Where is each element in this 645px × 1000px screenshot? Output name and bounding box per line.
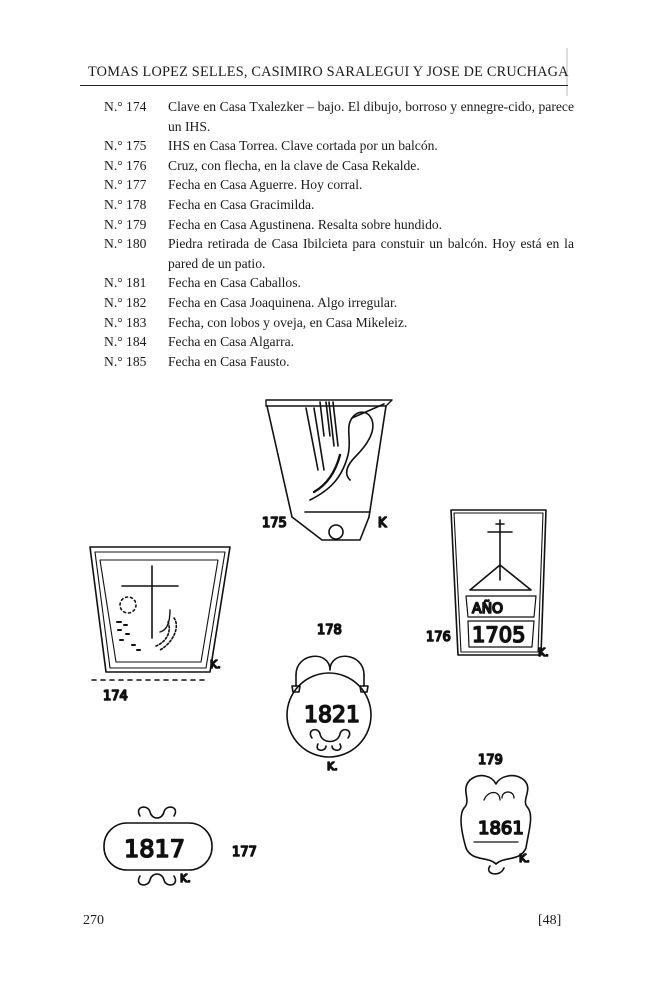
entry-number: N.° 175: [104, 138, 147, 154]
figure-178-year: 1821: [304, 703, 360, 728]
entry-text: Cruz, con flecha, en la clave de Casa Rekalde.: [168, 157, 420, 173]
figure-176-label: 176: [426, 630, 451, 645]
entry-number: N.° 185: [104, 353, 147, 369]
entry-text: Piedra retirada de Casa Ibilcieta para constuir un balcón. Hoy está en la pared de un patio.: [168, 236, 574, 271]
entry-text: Fecha en Casa Algarra.: [168, 334, 295, 350]
entry-number: N.° 181: [104, 275, 147, 291]
entry-text: Fecha en Casa Aguerre. Hoy corral.: [168, 177, 363, 193]
entry-number: N.° 174: [104, 99, 147, 114]
figure-179-year: 1861: [478, 818, 524, 839]
entry-text: Fecha en Casa Joaquinena. Algo irregular.: [168, 294, 398, 310]
entry-number: N.° 182: [104, 294, 147, 310]
entry-text: Fecha en Casa Caballos.: [168, 275, 301, 291]
entry-number: N.° 184: [104, 334, 147, 350]
entry-text: Clave en Casa Txalezker – bajo. El dibujo, borroso y ennegre-cido, parece un IHS.: [168, 99, 574, 134]
figure-175-label: 175: [262, 516, 287, 531]
figure-178-label: 178: [317, 623, 342, 638]
page-reference: [48]: [538, 913, 562, 928]
figure-178-mark: K.: [327, 760, 338, 773]
figure-179-mark: K.: [519, 852, 530, 865]
figure-174-label: 174: [103, 689, 128, 704]
entry-text: Fecha en Casa Gracimilda.: [168, 196, 315, 212]
figure-174: [90, 547, 230, 680]
entry-number: N.° 180: [104, 236, 147, 252]
figure-176-inscription: AÑO: [472, 601, 504, 617]
figure-179-label: 179: [478, 753, 503, 768]
figure-174-mark: K.: [210, 658, 221, 671]
entry-number: N.° 179: [104, 216, 147, 232]
entry-number: N.° 177: [104, 177, 147, 193]
entry-text: Fecha en Casa Agustinena. Resalta sobre hundido.: [168, 216, 443, 232]
figure-176-mark: K.: [538, 646, 549, 659]
figure-175-mark: K: [378, 516, 387, 531]
page-number: 270: [83, 913, 104, 928]
running-header: TOMAS LOPEZ SELLES, CASIMIRO SARALEGUI Y JOSE DE CRUCHAGA: [88, 64, 569, 80]
entry-text: IHS en Casa Torrea. Clave cortada por un balcón.: [168, 138, 438, 154]
figure-177-mark: K.: [180, 872, 191, 885]
entry-text: Fecha, con lobos y oveja, en Casa Mikeleiz.: [168, 314, 408, 330]
entry-text: Fecha en Casa Fausto.: [168, 353, 290, 369]
figure-177-label: 177: [232, 845, 257, 860]
entry-number: N.° 176: [104, 157, 147, 173]
figure-176-year: 1705: [472, 623, 526, 647]
figure-177-year: 1817: [124, 835, 186, 863]
entry-number: N.° 178: [104, 196, 147, 212]
entry-number: N.° 183: [104, 314, 147, 330]
